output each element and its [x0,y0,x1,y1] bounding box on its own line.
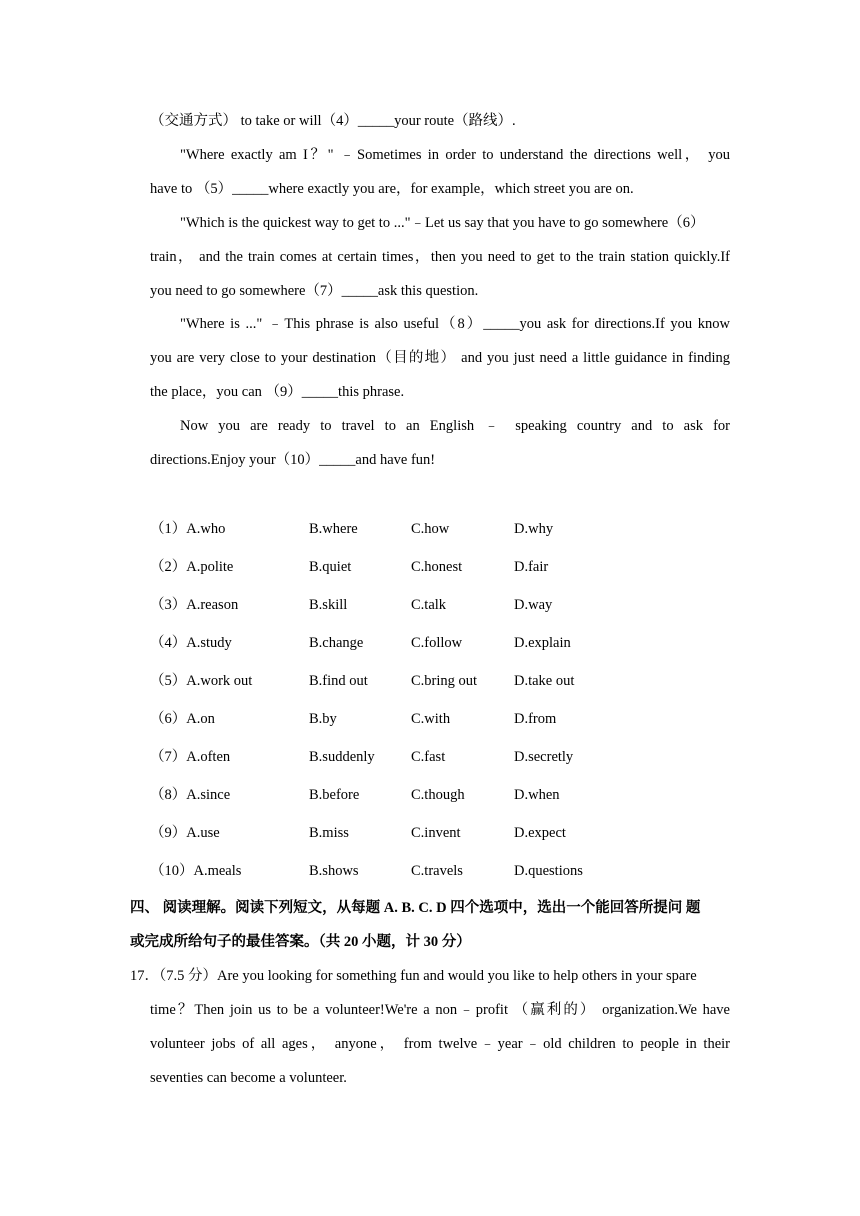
option-d: D.secretly [514,749,574,765]
option-a: （1）A.who [150,521,226,537]
option-b: B.suddenly [309,749,375,765]
option-d: D.when [514,787,560,803]
option-a: （5）A.work out [150,673,253,689]
passage-line: （交通方式） to take or will（4）_____your route（路线）. [150,113,516,129]
option-row [150,557,750,577]
question-17-text: seventies can become a volunteer. [150,1070,347,1086]
option-a: （7）A.often [150,749,231,765]
option-d: D.take out [514,673,575,689]
option-row [150,633,750,653]
option-a: （2）A.polite [150,559,234,575]
option-a: （6）A.on [150,711,215,727]
passage-line: "Where is ..." ﹣This phrase is also useful（8）_____you ask for directions.If you know [180,316,730,332]
section-heading: 四、 阅读理解。阅读下列短文，从每题 A. B. C. D 四个选项中，选出一个能回答所提问 题 [130,900,701,916]
option-b: B.where [309,521,358,537]
option-d: D.from [514,711,557,727]
option-c: C.honest [411,559,463,575]
passage-line: directions.Enjoy your（10）_____and have fun! [150,452,436,468]
passage-line: you are very close to your destination（目的地） and you just need a little guidance in finding [150,350,730,366]
option-a: （4）A.study [150,635,232,651]
option-d: D.way [514,597,553,613]
option-d: D.why [514,521,554,537]
option-b: B.before [309,787,360,803]
option-b: B.skill [309,597,348,613]
question-17-text: time？Then join us to be a volunteer!We're a non﹣profit （赢利的） organization.We have [150,1002,730,1018]
option-c: C.how [411,521,450,537]
option-d: D.explain [514,635,571,651]
option-row [150,861,750,881]
passage-line: have to （5）_____where exactly you are，for example，which street you are on. [150,181,634,197]
option-c: C.invent [411,825,461,841]
option-c: C.with [411,711,451,727]
option-b: B.by [309,711,337,727]
passage-line: Now you are ready to travel to an English ﹣ speaking country and to ask for [180,418,730,434]
option-a: （10）A.meals [150,863,242,879]
option-c: C.fast [411,749,446,765]
option-c: C.talk [411,597,447,613]
option-c: C.bring out [411,673,478,689]
passage-line: "Where exactly am I？" ﹣Sometimes in order to understand the directions well， you [180,147,730,163]
option-b: B.change [309,635,364,651]
option-b: B.quiet [309,559,352,575]
option-b: B.miss [309,825,349,841]
option-row [150,747,750,767]
option-row [150,785,750,805]
option-b: B.find out [309,673,368,689]
option-a: （8）A.since [150,787,231,803]
option-a: （9）A.use [150,825,220,841]
option-c: C.though [411,787,465,803]
option-row [150,823,750,843]
option-row [150,671,750,691]
passage-line: the place，you can （9）_____this phrase. [150,384,405,400]
option-row [150,595,750,615]
question-17: 17．（7.5 分）Are you looking for something fun and would you like to help others in your spare [130,968,697,984]
passage-line: you need to go somewhere（7）_____ask this question. [150,283,479,299]
option-c: C.follow [411,635,463,651]
passage-line: train， and the train comes at certain times，then you need to get to the train station quickly.If [150,249,730,265]
question-17-text: volunteer jobs of all ages， anyone， from twelve﹣year﹣old children to people in their [150,1036,730,1052]
option-row [150,519,750,539]
option-d: D.fair [514,559,549,575]
option-row [150,709,750,729]
option-d: D.expect [514,825,566,841]
section-heading: 或完成所给句子的最佳答案。（共 20 小题，计 30 分） [130,934,471,950]
passage-line: "Which is the quickest way to get to ..."﹣Let us say that you have to go somewhere（6） [180,215,705,231]
option-d: D.questions [514,863,583,879]
option-b: B.shows [309,863,359,879]
option-c: C.travels [411,863,463,879]
option-a: （3）A.reason [150,597,239,613]
